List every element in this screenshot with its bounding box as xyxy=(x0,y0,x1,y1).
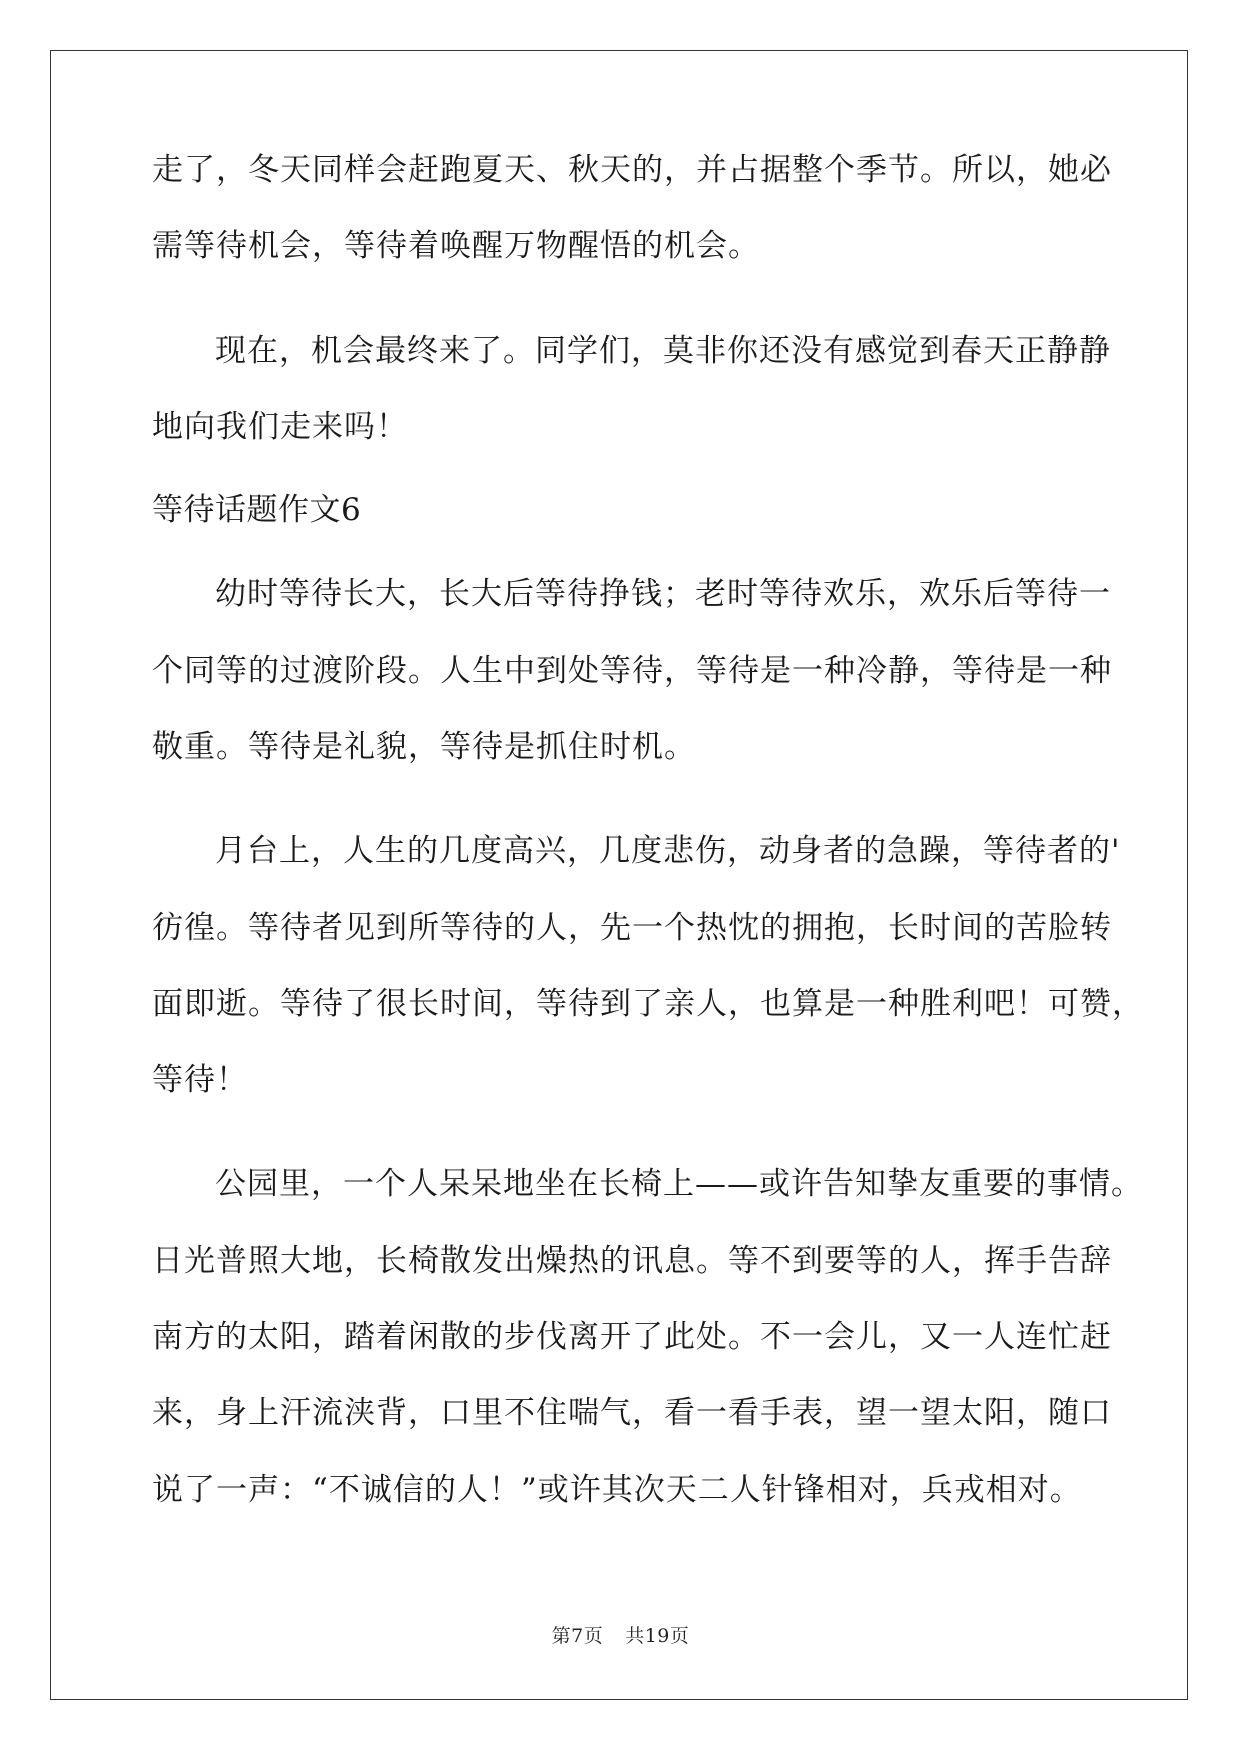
text-line: 公园里，一个人呆呆地坐在长椅上——或许告知挚友重要的事情。 xyxy=(215,1166,1143,1202)
page-border xyxy=(50,50,1188,1700)
text-line: 走了，冬天同样会赶跑夏天、秋天的，并占据整个季节。所以，她必 xyxy=(152,152,1112,188)
text-line: 月台上，人生的几度高兴，几度悲伤，动身者的急躁，等待者的' xyxy=(215,833,1121,869)
text-line: 彷徨。等待者见到所等待的人，先一个热忱的拥抱，长时间的苦脸转 xyxy=(152,910,1112,946)
text-line: 现在，机会最终来了。同学们，莫非你还没有感觉到春天正静静 xyxy=(215,333,1111,369)
section-heading: 等待话题作文6 xyxy=(152,492,362,528)
page-total: 共19页 xyxy=(625,1625,690,1647)
text-line: 敬重。等待是礼貌，等待是抓住时机。 xyxy=(152,729,696,765)
text-line: 个同等的过渡阶段。人生中到处等待，等待是一种冷静，等待是一种 xyxy=(152,653,1112,689)
text-line: 南方的太阳，踏着闲散的步伐离开了此处。不一会儿，又一人连忙赶 xyxy=(152,1319,1112,1355)
page-footer xyxy=(0,1623,1241,1649)
text-line: 面即逝。等待了很长时间，等待到了亲人，也算是一种胜利吧！可赞， xyxy=(152,986,1144,1022)
page-number: 第7页 xyxy=(551,1625,604,1647)
text-line: 日光普照大地，长椅散发出燥热的讯息。等不到要等的人，挥手告辞 xyxy=(152,1243,1112,1279)
text-line: 等待！ xyxy=(152,1062,248,1098)
text-line: 需等待机会，等待着唤醒万物醒悟的机会。 xyxy=(152,228,760,264)
text-line: 说了一声：“不诚信的人！”或许其次天二人针锋相对，兵戎相对。 xyxy=(152,1472,1082,1508)
text-line: 幼时等待长大，长大后等待挣钱；老时等待欢乐，欢乐后等待一 xyxy=(215,576,1111,612)
text-line: 来，身上汗流浃背，口里不住喘气，看一看手表，望一望太阳，随口 xyxy=(152,1395,1112,1431)
text-line: 地向我们走来吗！ xyxy=(152,409,408,445)
